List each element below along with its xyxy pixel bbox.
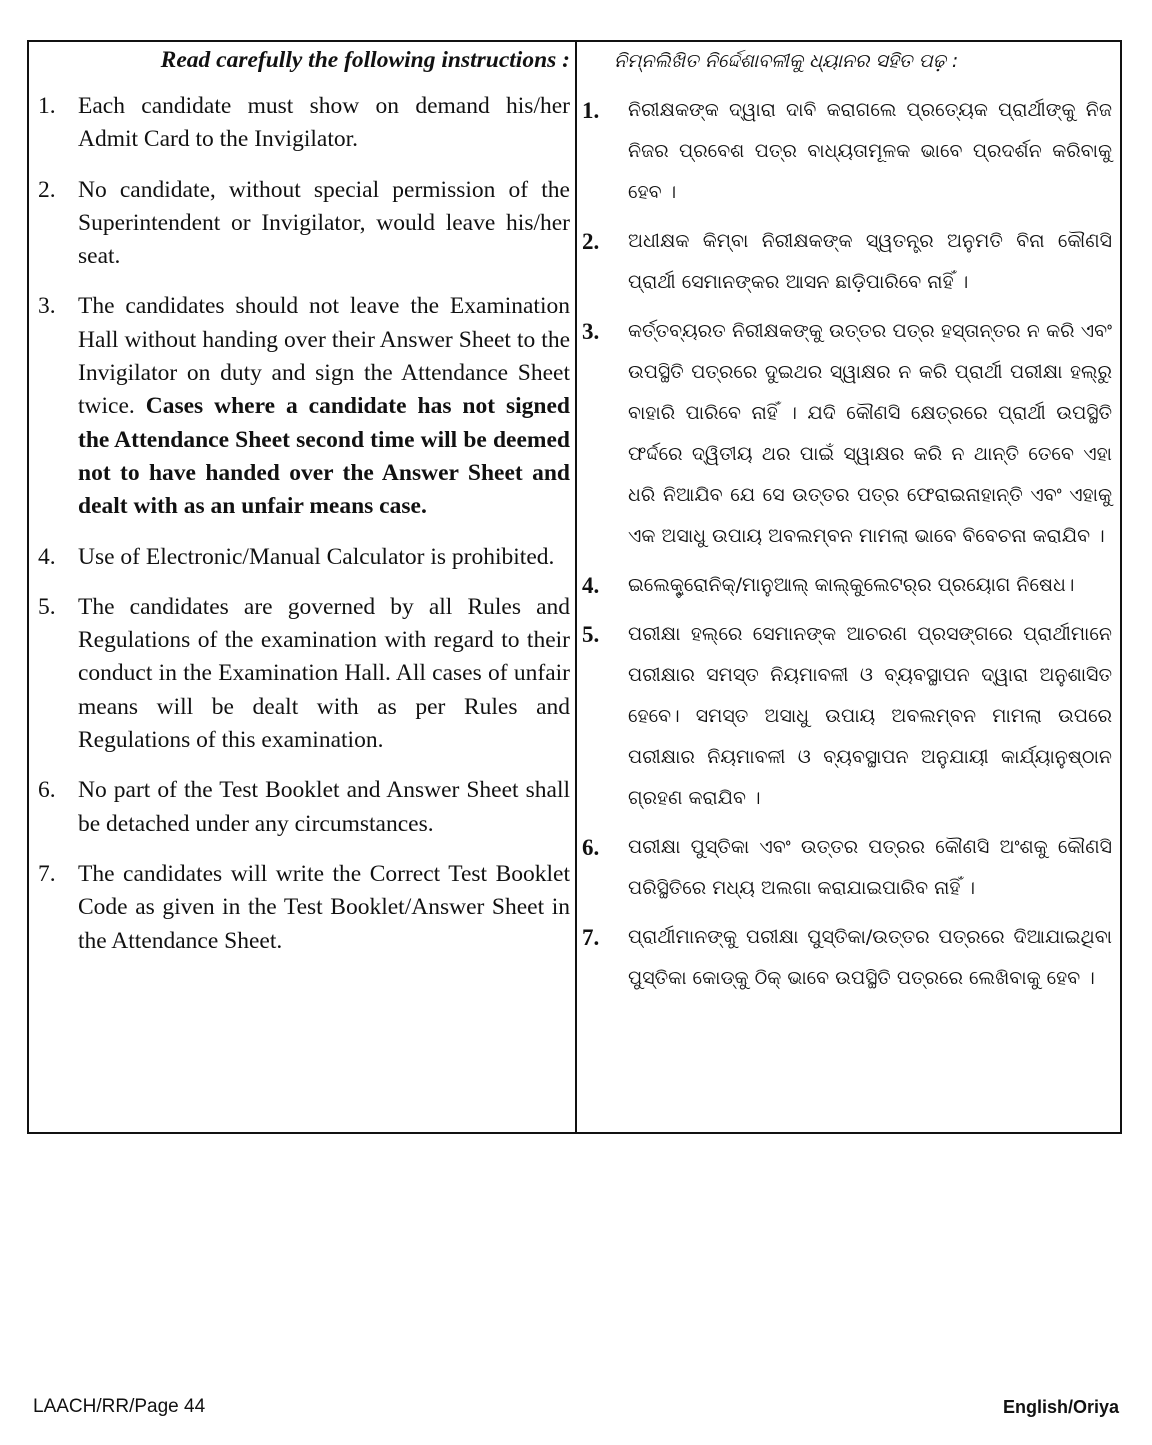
oriya-instruction-6 — [582, 827, 1112, 909]
instruction-text: Each candidate must show on demand his/her Admit Card to the Invigilator. — [78, 93, 570, 153]
instruction-text-block — [78, 290, 570, 523]
instruction-text: The candidates should not leave the Examination Hall without handing over their Answer Sheet to the Invigilator on duty and sign the Attendance Sheet twice. — [78, 293, 570, 420]
instruction-number: 6. — [582, 835, 600, 860]
oriya-instruction-1 — [582, 90, 1112, 213]
instruction-number: 4. — [38, 543, 56, 570]
instruction-text: No part of the Test Booklet and Answer Sheet shall be detached under any circumstances. — [78, 777, 570, 837]
instruction-text: No candidate, without special permission of the Superintendent or Invigilator, would leave his/her seat. — [78, 176, 570, 270]
instruction-number: 5. — [38, 593, 56, 620]
english-instruction-6 — [38, 774, 570, 841]
instruction-number: 1. — [38, 93, 56, 119]
column-divider — [575, 40, 577, 1134]
oriya-instruction-7 — [582, 917, 1112, 999]
instruction-bold-text: Cases where a candidate has not signed the Attendance Sheet second time will be deemed not to have handed over the Answer Sheet and dealt with as an unfair means case. — [78, 393, 570, 520]
oriya-instruction-2 — [582, 221, 1112, 303]
english-instruction-5 — [38, 591, 570, 757]
instruction-text: The candidates will write the Correct Test Booklet Code as given in the Test Booklet/Answer Sheet in the Attendance Sheet. — [78, 860, 570, 954]
instruction-number: 2. — [38, 176, 56, 203]
instruction-number: 1. — [582, 98, 600, 123]
language-label: English/Oriya — [1002, 1397, 1119, 1417]
instruction-number: 3. — [38, 293, 56, 320]
english-instruction-3 — [38, 290, 570, 523]
page-label: LAACH/RR/Page 44 — [33, 1396, 206, 1417]
instruction-text: ଇଲେକ୍ଟ୍ରୋନିକ୍/ମାନୁଆଲ୍ କାଲ୍‌କୁଲେଟର୍‌ର ପ୍ରୟୋଗ ନିଷେଧ। — [628, 574, 1075, 596]
instruction-text: ଅଧୀକ୍ଷକ କିମ୍ବା ନିରୀକ୍ଷକଙ୍କ ସ୍ୱତନ୍ତ୍ର ଅନୁମତି ବିନା କୌଣସି ପ୍ରାର୍ଥୀ ସେମାନଙ୍କର ଆସନ ଛାଡ଼ିପାରିବେ ନାହିଁ । — [628, 230, 1112, 293]
instruction-number: 4. — [582, 573, 600, 598]
oriya-instruction-5 — [582, 614, 1112, 819]
english-instruction-1 — [38, 90, 570, 157]
oriya-instructions-column — [582, 44, 1112, 1007]
instruction-text: ନିରୀକ୍ଷକଙ୍କ ଦ୍ୱାରା ଦାବି କରାଗଲେ ପ୍ରତ୍ୟେକ ପ୍ରାର୍ଥୀଙ୍କୁ ନିଜ ନିଜର ପ୍ରବେଶ ପତ୍ର ବାଧ୍ୟତାମୂଳକ ଭାବେ ପ୍ରଦର୍ଶନ କରିବାକୁ ହେବ । — [628, 99, 1112, 203]
instruction-number: 7. — [38, 860, 56, 887]
instruction-number: 2. — [582, 229, 600, 254]
instruction-text: ପରୀକ୍ଷା ପୁସ୍ତିକା ଏବଂ ଉତ୍ତର ପତ୍ରର କୌଣସି ଅଂଶକୁ କୌଣସି ପରିସ୍ଥିତିରେ ମଧ୍ୟ ଅଲଗା କରାଯାଇପାରିବ ନାହିଁ । — [628, 836, 1112, 899]
instruction-text: The candidates are governed by all Rules and Regulations of the examination with regard to their conduct in the Examination Hall. All cases of unfair means will be dealt with as per Rules and Regulations of this examination. — [78, 593, 570, 754]
oriya-instruction-4 — [582, 565, 1112, 606]
english-instruction-7 — [38, 858, 570, 958]
instruction-text: Use of Electronic/Manual Calculator is prohibited. — [78, 543, 555, 570]
english-instruction-4 — [38, 541, 570, 574]
instruction-number: 3. — [582, 319, 600, 344]
english-instructions-column — [38, 44, 570, 975]
english-instruction-2 — [38, 174, 570, 274]
instruction-number: 7. — [582, 925, 600, 950]
instruction-text: ପ୍ରାର୍ଥୀମାନଙ୍କୁ ପରୀକ୍ଷା ପୁସ୍ତିକା/ଉତ୍ତର ପତ୍ରରେ ଦିଆଯାଇଥିବା ପୁସ୍ତିକା କୋଡ୍‌କୁ ଠିକ୍ ଭାବେ ଉପସ୍ଥିତି ପତ୍ରରେ ଲେଖିବାକୁ ହେବ । — [628, 926, 1112, 989]
instruction-number: 5. — [582, 622, 600, 647]
instruction-text: କର୍ତ୍ତବ୍ୟରତ ନିରୀକ୍ଷକଙ୍କୁ ଉତ୍ତର ପତ୍ର ହସ୍ତାନ୍ତର ନ କରି ଏବଂ ଉପସ୍ଥିତି ପତ୍ରରେ ଦୁଇଥର ସ୍ୱାକ୍ଷର ନ କରି ପ୍ରାର୍ଥୀ ପରୀକ୍ଷା ହଲ୍‌ରୁ ବାହାରି ପାରିବେ ନାହିଁ । ଯଦି କୌଣସି କ୍ଷେତ୍ରରେ ପ୍ରାର୍ଥୀ ଉପସ୍ଥିତି ଫର୍ଦ୍ଦରେ ଦ୍ୱିତୀୟ ଥର ପାଇଁ ସ୍ୱାକ୍ଷର କରି ନ ଥାନ୍ତି ତେବେ ଏହା ଧରି ନିଆଯିବ ଯେ ସେ ଉତ୍ତର ପତ୍ର ଫେରାଇନାହାନ୍ତି ଏବଂ ଏହାକୁ ଏକ ଅସାଧୁ ଉପାୟ ଅବଲମ୍ବନ ମାମଲା ଭାବେ ବିବେଚନା କରାଯିବ । — [628, 320, 1112, 547]
instruction-text: ପରୀକ୍ଷା ହଲ୍‌ରେ ସେମାନଙ୍କ ଆଚରଣ ପ୍ରସଙ୍ଗରେ ପ୍ରାର୍ଥୀମାନେ ପରୀକ୍ଷାର ସମସ୍ତ ନିୟମାବଳୀ ଓ ବ୍ୟବସ୍ଥାପନ ଦ୍ୱାରା ଅନୁଶାସିତ ହେବେ। ସମସ୍ତ ଅସାଧୁ ଉପାୟ ଅବଲମ୍ବନ ମାମଲା ଉପରେ ପରୀକ୍ଷାର ନିୟମାବଳୀ ଓ ବ୍ୟବସ୍ଥାପନ ଅନୁଯାୟୀ କାର୍ଯ୍ୟାନୁଷ୍ଠାନ ଗ୍ରହଣ କରାଯିବ । — [628, 623, 1112, 809]
oriya-instruction-3 — [582, 311, 1112, 557]
oriya-heading: ନିମ୍ନଲିଖିତ ନିର୍ଦ୍ଦେଶାବଳୀକୁ ଧ୍ୟାନର ସହିତ ପଢ଼ : — [614, 50, 959, 72]
english-heading: Read carefully the following instructions : — [160, 47, 570, 73]
instruction-number: 6. — [38, 777, 56, 804]
